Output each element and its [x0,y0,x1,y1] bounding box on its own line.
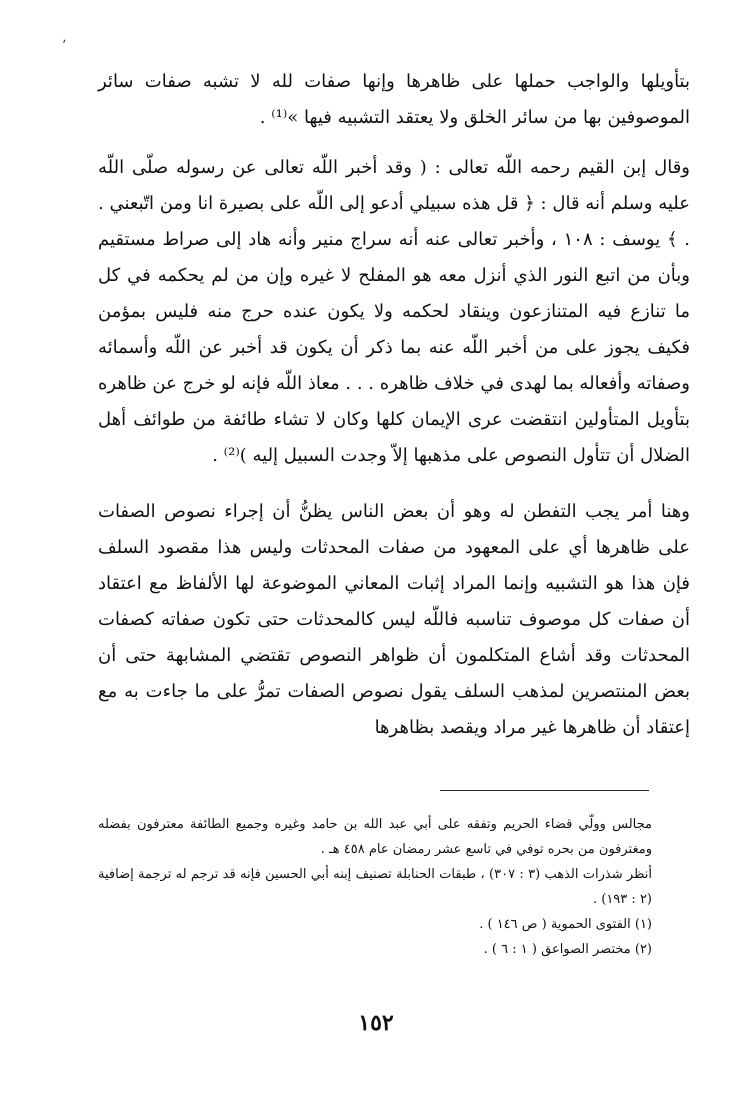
footnote-continuation: مجالس وولّي قضاء الحريم وتفقه على أبي عبد الله بن حامد وغيره وجميع الطائفة معترفون بفضله ومغترفون من بحره توفي في تاسع عشر رمضان عام ٤٥٨ هـ . [98,817,652,857]
footnote-divider [440,790,649,791]
paragraph-1: بتأويلها والواجب حملها على ظاهرها وإنها صفات لله لا تشبه صفات سائر الموصوفين بها من سائر الخلق ولا يعتقد التشبيه فيها »⁽¹⁾ . [98,71,690,128]
footnote-reference: أنظر شذرات الذهب (٣ : ٣٠٧) ، طبقات الحنابلة تصنيف إبنه أبي الحسين فإنه قد ترجم له ترجمة إضافية (٢ : ١٩٣) . [98,867,652,907]
paragraph-3: وهنا أمر يجب التفطن له وهو أن بعض الناس يظنُّ أن إجراء نصوص الصفات على ظاهرها أي على المعهود من صفات المحدثات وليس هذا مقصود السلف فإن هذا هو التشبيه وإنما المراد إثبات المعاني الموضوعة لها الألفاظ مع اعتقاد أن صفات كل موصوف تناسبه فاللّه ليس كالمحدثات حتى تكون صفاته كصفات المحدثات وقد أشاع المتكلمون أن ظواهر النصوص تقتضي المشابهة حتى أن بعض المنتصرين لمذهب السلف يقول نصوص الصفات تمرُّ على ما جاءت به مع إعتقاد أن ظاهرها غير مراد ويقصد بظاهرها [98,501,690,738]
footnote-1: (١) الفتوى الحموية ( ص ١٤٦ ) . [479,917,652,932]
margin-mark: ٬ [62,38,67,54]
main-text [98,64,690,746]
page-number: ١٥٢ [358,1010,394,1036]
paragraph-2: وقال إبن القيم رحمه اللّه تعالى : ( وقد أخبر اللّه تعالى عن رسوله صلّى اللّه عليه وسلم أنه قال : ﴿ قل هذه سبيلي أدعو إلى اللّه على بصيرة انا ومن اتّبعني . . ﴾ يوسف : ١٠٨ ، وأخبر تعالى عنه أنه سراج منير وأنه هاد إلى صراط مستقيم وبأن من اتبع النور الذي أنزل معه هو المفلح لا غيره وإن من لم يحكمه في كل ما تنازع فيه المتنازعون وينقاد لحكمه ولا يكون عنده حرج منه فليس بمؤمن فكيف يجوز على من أخبر اللّه عنه بما ذكر أن يكون قد أخبر عن اللّه وأسمائه وصفاته وأفعاله بما لهدى في خلاف ظاهره . . . معاذ اللّه فإنه لو خرج عن ظاهره بتأويل المتأولين انتقضت عرى الإيمان كلها وكان لا تشاء طائفة من طوائف أهل الضلال أن تتأول النصوص على مذهبها إلاّ وجدت السبيل إليه )⁽²⁾ . [98,157,690,466]
footnotes [98,812,652,962]
footnote-2: (٢) مختصر الصواعق ( ١ : ٦ ) . [483,942,652,957]
